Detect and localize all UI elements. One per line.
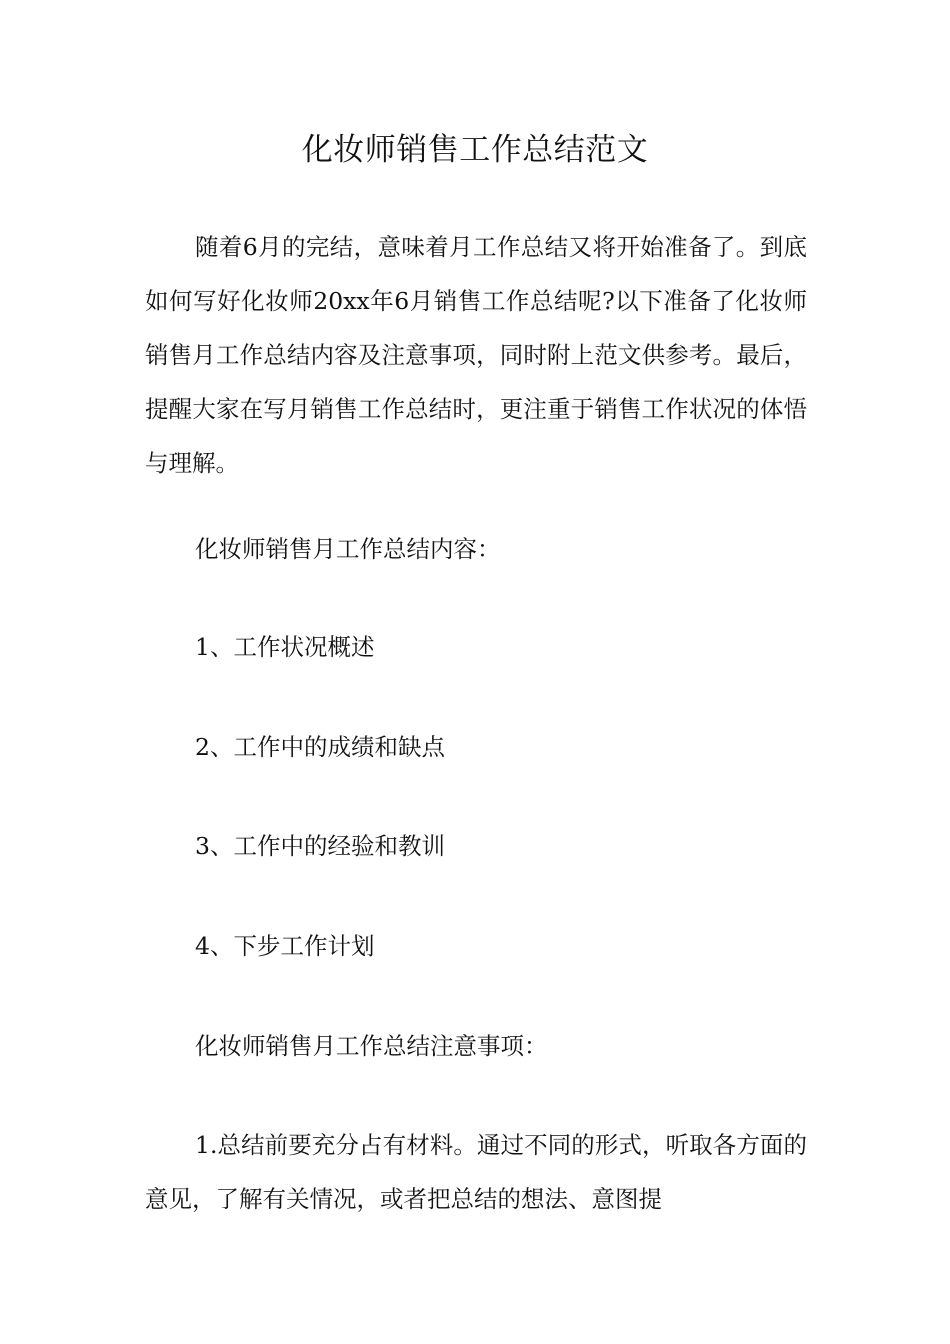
content-item-4: 4、下步工作计划 bbox=[195, 932, 375, 960]
content-item-3: 3、工作中的经验和教训 bbox=[195, 832, 445, 860]
note-paragraph-1: 1.总结前要充分占有材料。通过不同的形式，听取各方面的意见，了解有关情况，或者把总结的想法、意图提 bbox=[145, 1131, 807, 1213]
content-heading: 化妆师销售月工作总结内容： bbox=[195, 535, 501, 563]
content-item-2: 2、工作中的成绩和缺点 bbox=[195, 733, 445, 761]
notes-heading: 化妆师销售月工作总结注意事项： bbox=[195, 1032, 548, 1060]
document-title: 化妆师销售工作总结范文 bbox=[301, 132, 649, 168]
content-item-1: 1、工作状况概述 bbox=[195, 633, 375, 661]
intro-paragraph: 随着6月的完结，意味着月工作总结又将开始准备了。到底如何写好化妆师20xx年6月销售工作总结呢?以下准备了化妆师销售月工作总结内容及注意事项，同时附上范文供参考。最后，提醒大家在写月销售工作总结时，更注重于销售工作状况的体悟与理解。 bbox=[145, 233, 807, 477]
